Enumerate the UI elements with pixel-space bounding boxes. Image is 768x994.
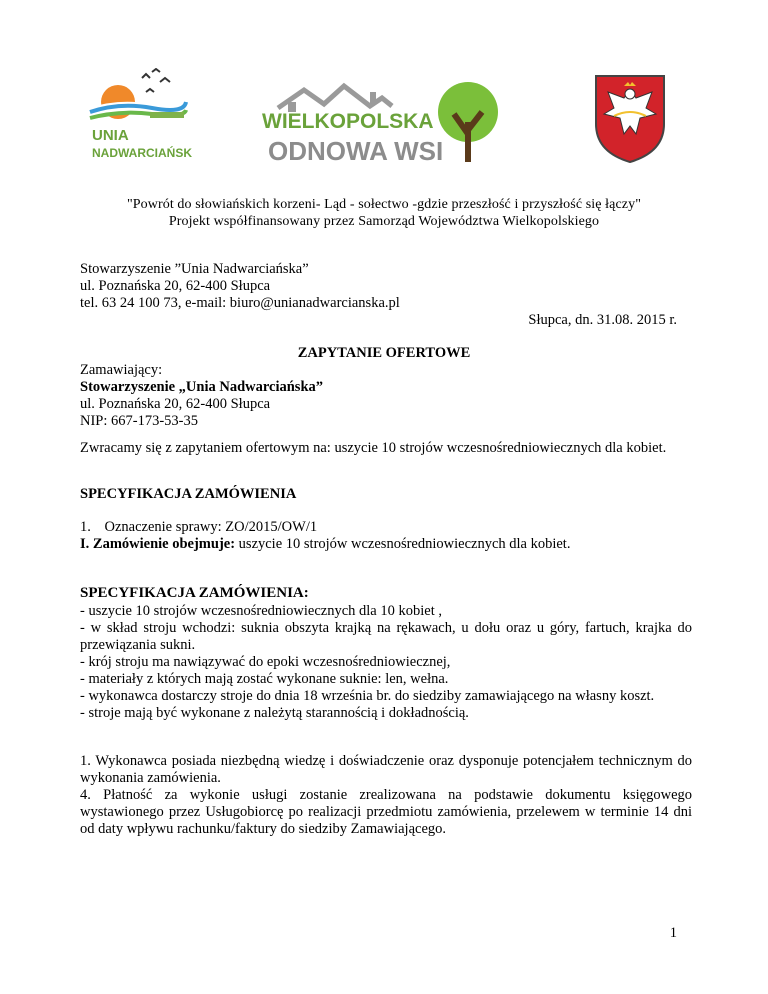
project-motto [0,196,768,230]
orderer-label: Zamawiający: [80,362,163,378]
scope-line [80,536,692,553]
document-date: Słupca, dn. 31.08. 2015 r. [528,312,677,328]
case-line [80,519,692,536]
spec-item: - krój stroju ma nawiązywać do epoki wczesnośredniowiecznej, [80,654,451,670]
orderer-name: Stowarzyszenie „Unia Nadwarciańska” [80,379,324,395]
condition-item: 1. Wykonawca posiada niezbędną wiedzę i doświadczenie oraz dysponuje potencjałem technicznym do wykonania zamówienia. [80,753,692,786]
wielko-logo-text-1: WIELKOPOLSKA [262,110,434,133]
spec-item: - w skład stroju wchodzi: suknia obszyta krajką na rękawach, u dołu oraz u góry, fartuch, krajka do przewiązania sukni. [80,620,692,653]
case-text: Oznaczenie sprawy: ZO/2015/OW/1 [104,519,318,535]
spec-item: - stroje mają być wykonane z należytą starannością i dokładnością. [80,705,469,721]
intro-paragraph: Zwracamy się z zapytaniem ofertowym na: uszycie 10 strojów wczesnośredniowiecznych dla kobiet. [80,440,667,456]
scope-text: uszycie 10 strojów wczesnośredniowiecznych dla kobiet. [235,536,571,552]
condition-item: 4. Płatność za wykonie usługi zostanie zrealizowana na podstawie dokumentu księgowego wystawionego przez Usługobiorcę po realizacji przedmiotu zamówienia, przelewem w terminie 14 dni od daty wpływu rachunku/faktury do siedziby Zamawiającego. [80,787,692,837]
conditions-list [80,753,692,838]
unia-nadwarcianska-logo [80,68,192,168]
case-marker: 1. [80,519,91,535]
spec-heading: SPECYFIKACJA ZAMÓWIENIA [80,486,297,502]
sender-block [80,261,692,312]
spec-item: - uszycie 10 strojów wczesnośredniowiecznych dla 10 kobiet , [80,603,442,619]
spec-item: - materiały z których mają zostać wykonane suknie: len, wełna. [80,671,449,687]
unia-logo-text-1: UNIA [92,127,129,144]
wielkopolska-odnowa-wsi-logo [258,78,504,170]
scope-label: I. Zamówienie obejmuje: [80,536,236,552]
spec2-heading: SPECYFIKACJA ZAMÓWIENIA: [80,585,309,601]
motto-line-2: Projekt współfinansowany przez Samorząd Województwa Wielkopolskiego [168,214,600,229]
motto-line-1: "Powrót do słowiańskich korzeni- Ląd - sołectwo -gdzie przeszłość i przyszłość się łączy" [126,197,642,212]
orderer-nip: NIP: 667-173-53-35 [80,413,199,429]
sender-name: Stowarzyszenie ”Unia Nadwarciańska” [80,261,309,277]
spec-item: - wykonawca dostarczy stroje do dnia 18 września br. do siedziby zamawiającego na własny koszt. [80,688,655,704]
wielko-logo-text-2: ODNOWA WSI [268,136,444,166]
orderer-block [80,362,692,430]
spec-list [80,603,692,722]
unia-logo-text-2: NADWARCIAŃSKA [92,146,192,160]
coat-of-arms-icon [592,72,668,164]
page-number: 1 [669,925,677,941]
sender-address: ul. Poznańska 20, 62-400 Słupca [80,278,271,294]
document-title: ZAPYTANIE OFERTOWE [297,345,471,361]
sender-contact: tel. 63 24 100 73, e-mail: biuro@unianadwarcianska.pl [80,295,400,311]
orderer-address: ul. Poznańska 20, 62-400 Słupca [80,396,271,412]
